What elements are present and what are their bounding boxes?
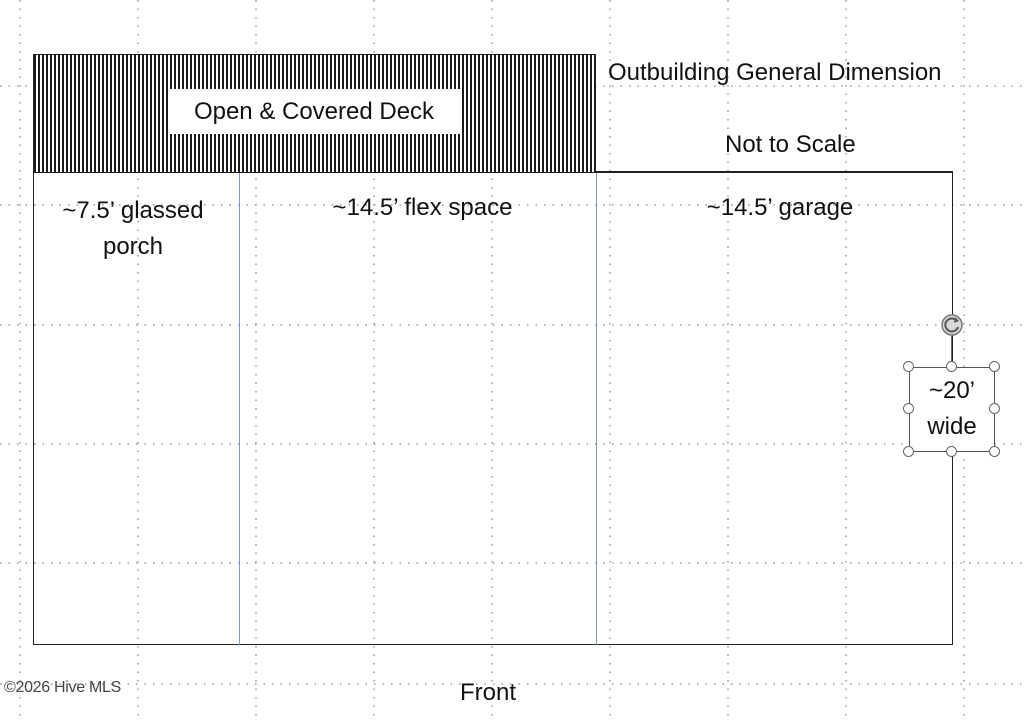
- diagram-subtitle: Not to Scale: [725, 131, 856, 158]
- room-label-porch-line1: ~7.5’ glassed: [62, 197, 204, 224]
- diagram-title: Outbuilding General Dimension: [608, 59, 942, 86]
- resize-handle-left[interactable]: [903, 403, 914, 414]
- room-label-flex-space: ~14.5’ flex space: [332, 194, 513, 221]
- resize-handle-bottom-left[interactable]: [903, 446, 914, 457]
- room-divider-flex-garage: [596, 173, 597, 645]
- resize-handle-bottom-right[interactable]: [989, 446, 1000, 457]
- room-label-porch: [40, 196, 226, 262]
- room-label-garage: ~14.5’ garage: [706, 194, 854, 221]
- width-label: [909, 376, 995, 442]
- rotate-handle-icon[interactable]: [938, 311, 966, 339]
- room-label-porch-line2: porch: [102, 233, 164, 260]
- room-divider-porch-flex: [239, 173, 240, 645]
- resize-handle-bottom[interactable]: [946, 446, 957, 457]
- rotate-handle-stem: [951, 336, 952, 362]
- resize-handle-top-left[interactable]: [903, 361, 914, 372]
- front-label: Front: [460, 679, 517, 706]
- resize-handle-top[interactable]: [946, 361, 957, 372]
- deck-label: Open & Covered Deck: [168, 89, 460, 134]
- width-label-line2: wide: [927, 413, 977, 440]
- copyright-watermark: ©2026 Hive MLS: [4, 679, 121, 696]
- width-label-line1: ~20’: [928, 377, 976, 404]
- resize-handle-right[interactable]: [989, 403, 1000, 414]
- resize-handle-top-right[interactable]: [989, 361, 1000, 372]
